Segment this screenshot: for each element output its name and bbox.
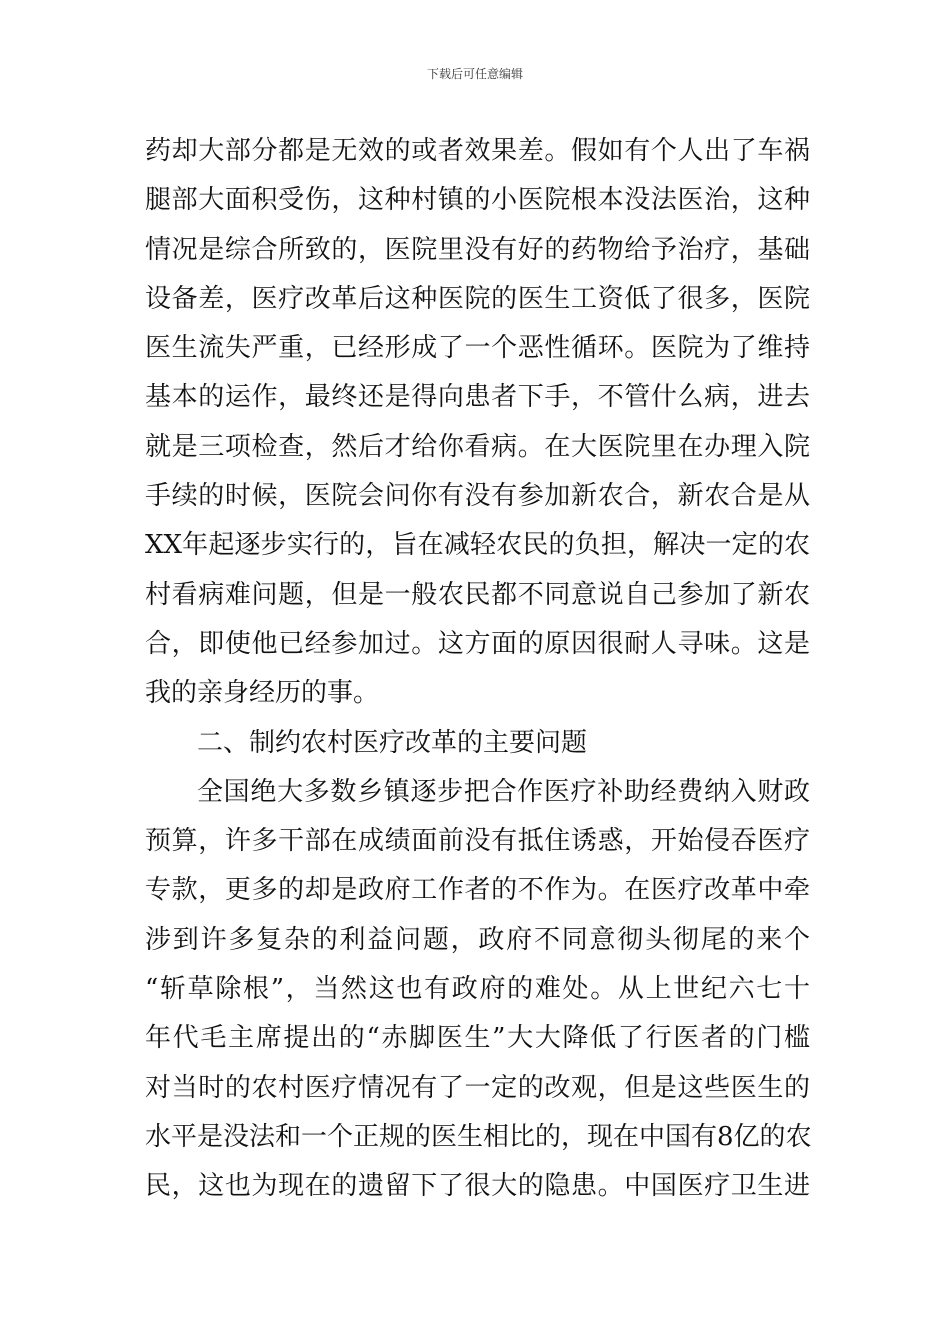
text-line: 民，这也为现在的遗留下了很大的隐患。中国医疗卫生进 [145,1171,810,1202]
text-line: 合，即使他已经参加过。这方面的原因很耐人寻味。这是 [145,628,810,659]
text-line: 设备差，医疗改革后这种医院的医生工资低了很多，医院 [145,283,810,314]
text-line: 基本的运作，最终还是得向患者下手，不管什么病，进去 [145,382,810,413]
text-line: 药却大部分都是无效的或者效果差。假如有个人出了车祸 [145,136,810,166]
text-line: 我的亲身经历的事。 [145,678,380,709]
text-line: 就是三项检查，然后才给你看病。在大医院里在办理入院 [145,431,810,462]
text-line: XX年起逐步实行的，旨在减轻农民的负担，解决一定的农 [145,530,810,561]
text-line: 全国绝大多数乡镇逐步把合作医疗补助经费纳入财政 [197,776,810,807]
text-line: 情况是综合所致的，医院里没有好的药物给予治疗，基础 [145,234,810,265]
text-line: 预算，许多干部在成绩面前没有抵住诱惑，开始侵吞医疗 [145,826,810,857]
text-line: 手续的时候，医院会问你有没有参加新农合，新农合是从 [145,481,810,512]
document-body [145,127,810,1212]
text-line: 村看病难问题，但是一般农民都不同意说自己参加了新农 [145,579,810,610]
section-heading: 二、制约农村医疗改革的主要问题 [197,727,588,758]
page-header: 下载后可任意编辑 [426,67,523,81]
text-line: 腿部大面积受伤，这种村镇的小医院根本没法医治，这种 [145,185,810,216]
text-line: 涉到许多复杂的利益问题，政府不同意彻头彻尾的来个 [145,924,810,955]
text-line: “斩草除根”，当然这也有政府的难处。从上世纪六七十 [145,974,810,1005]
text-line: 医生流失严重，已经形成了一个恶性循环。医院为了维持 [145,333,810,364]
text-line: 对当时的农村医疗情况有了一定的改观，但是这些医生的 [145,1072,810,1103]
text-line: 年代毛主席提出的“赤脚医生”大大降低了行医者的门槛 [145,1023,810,1054]
text-line: 专款，更多的却是政府工作者的不作为。在医疗改革中牵 [145,875,810,906]
text-line: 水平是没法和一个正规的医生相比的，现在中国有8亿的农 [145,1121,812,1152]
